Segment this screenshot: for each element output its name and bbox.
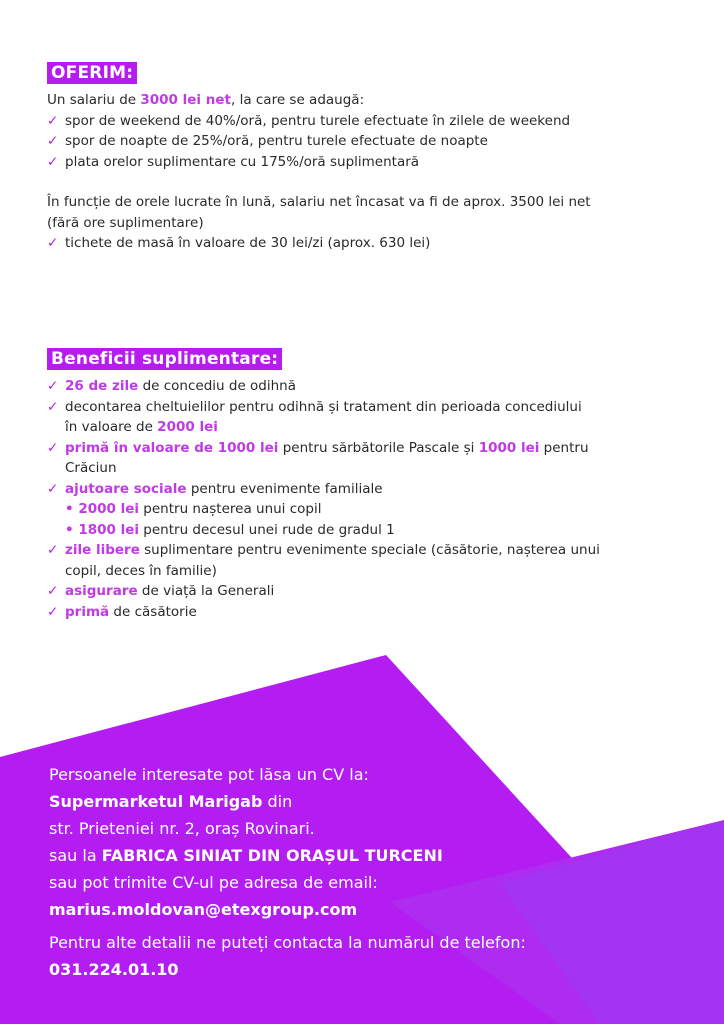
factory-line: sau la FABRICA SINIAT DIN ORAȘUL TURCENI [49, 846, 443, 865]
checkmark-icon: ✓ [47, 480, 59, 497]
checkmark-icon: ✓ [47, 112, 59, 129]
benefit-item: ✓ decontarea cheltuielilor pentru odihnă și tratament din perioada concediului [47, 397, 684, 418]
offer-heading: OFERIM: [47, 62, 137, 84]
benefits-heading: Beneficii suplimentare: [47, 348, 282, 370]
checkmark-icon: ✓ [47, 583, 59, 599]
benefit-item: ✓ primă în valoare de 1000 lei pentru sărbătorile Pascale și 1000 lei pentru [47, 438, 684, 459]
meal-ticket-item: ✓ tichete de masă în valoare de 30 lei/zi (aprox. 630 lei) [47, 233, 684, 254]
checkmark-icon: ✓ [47, 133, 59, 149]
net-salary-line: În funcție de orele lucrate în lună, salariu net încasat va fi de aprox. 3500 lei net [47, 194, 591, 210]
net-salary-note: (fără ore suplimentare) [47, 214, 204, 231]
salary-line: Un salariu de 3000 lei net, la care se adaugă: [47, 92, 365, 108]
benefit-item-continuation: Crăciun [65, 460, 117, 476]
contact-banner [0, 655, 724, 1024]
benefits-section [47, 348, 684, 622]
benefit-item-continuation: în valoare de 2000 lei [65, 419, 218, 435]
benefit-subitem: • 2000 lei pentru nașterea unui copil [65, 501, 322, 517]
checkmark-icon: ✓ [47, 603, 59, 620]
benefit-item: ✓ asigurare de viață la Generali [47, 581, 684, 602]
email-intro: sau pot trimite CV-ul pe adresa de email: [49, 873, 378, 892]
benefit-item: ✓ zile libere suplimentare pentru evenimente speciale (căsătorie, nașterea unui [47, 540, 684, 561]
checkmark-icon: ✓ [47, 153, 59, 170]
benefit-item-continuation: copil, deces în familie) [65, 562, 217, 579]
checkmark-icon: ✓ [47, 235, 59, 251]
benefit-subitem: • 1800 lei pentru decesul unei rude de gradul 1 [65, 521, 395, 538]
factory-name: FABRICA SINIAT DIN ORAȘUL TURCENI [101, 846, 443, 865]
store-address: str. Prieteniei nr. 2, oraș Rovinari. [49, 819, 315, 838]
offer-item: ✓ plata orelor suplimentare cu 175%/oră suplimentară [47, 152, 684, 173]
checkmark-icon: ✓ [47, 398, 59, 415]
offer-item: ✓ spor de weekend de 40%/oră, pentru turele efectuate în zilele de weekend [47, 111, 684, 132]
checkmark-icon: ✓ [47, 542, 59, 558]
checkmark-icon: ✓ [47, 439, 59, 456]
email-address[interactable]: marius.moldovan@etexgroup.com [49, 900, 358, 919]
salary-amount: 3000 lei net [140, 92, 231, 108]
phone-intro: Pentru alte detalii ne puteți contacta la numărul de telefon: [49, 933, 526, 952]
checkmark-icon: ✓ [47, 378, 59, 394]
phone-number[interactable]: 031.224.01.10 [49, 960, 179, 979]
cv-intro: Persoanele interesate pot lăsa un CV la: [49, 765, 369, 784]
benefit-item: ✓ primă de căsătorie [47, 602, 684, 623]
store-name: Supermarketul Marigab [49, 792, 263, 811]
offer-section [47, 62, 684, 254]
offer-item: ✓ spor de noapte de 25%/oră, pentru turele efectuate de noapte [47, 131, 684, 152]
benefit-item: ✓ ajutoare sociale pentru evenimente familiale [47, 479, 684, 500]
contact-text [49, 761, 709, 983]
benefit-item: ✓ 26 de zile de concediu de odihnă [47, 376, 684, 397]
store-line: Supermarketul Marigab din [49, 792, 293, 811]
